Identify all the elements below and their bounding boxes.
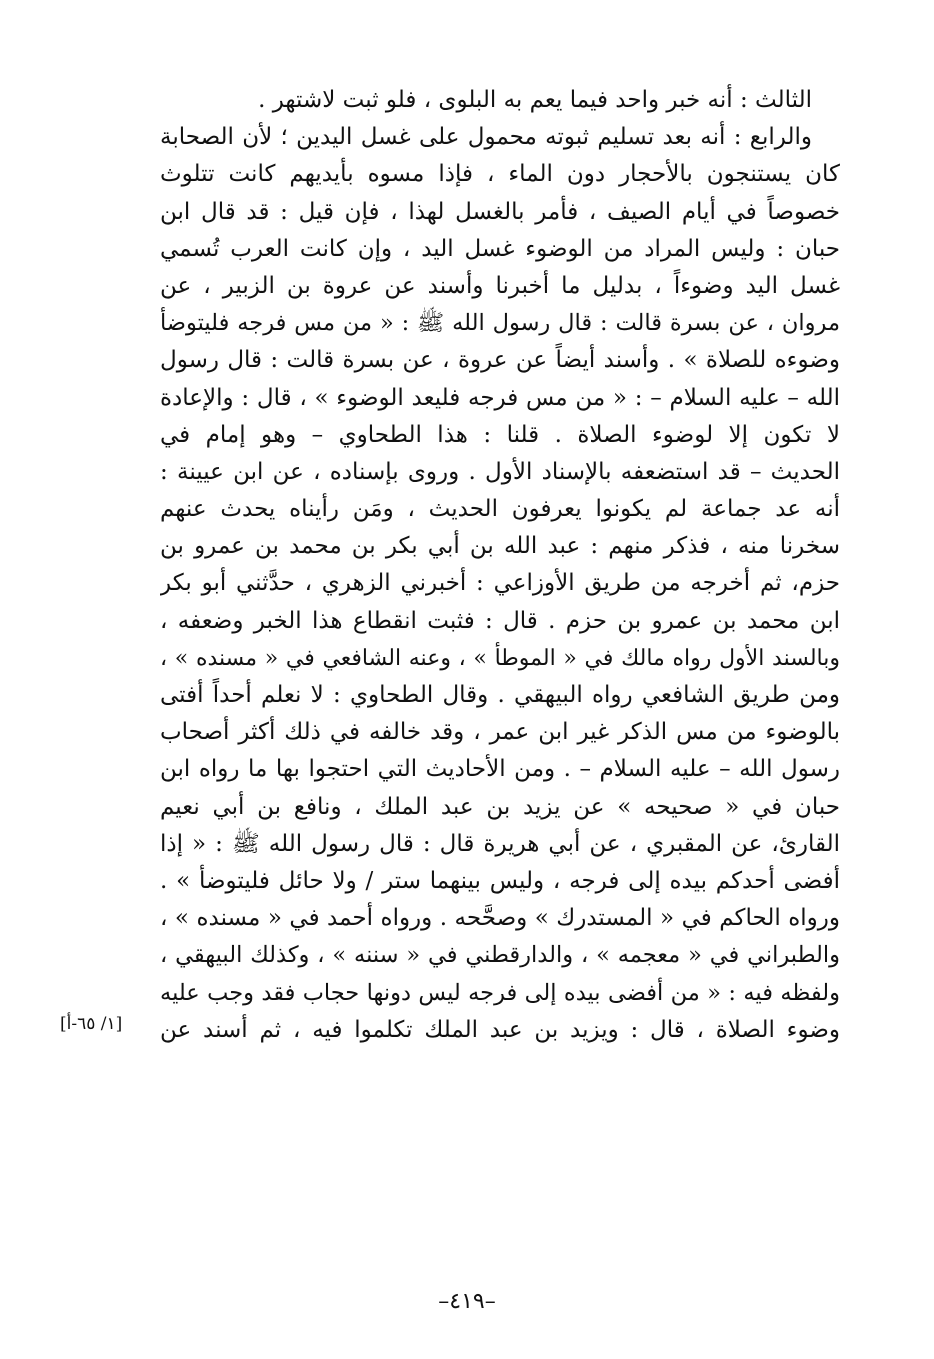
text-line: بالوضوء من مس الذكر غير ابن عمر ، وقد خالفه في ذلك أكثر أصحاب (160, 719, 840, 746)
text-line: ولفظه فيه : « من أفضى بيده إلى فرجه ليس دونها حجاب فقد وجب عليه (160, 979, 840, 1006)
text-line: غسل اليد وضوءاً ، بدليل ما أخبرنا وأسند عن عروة بن الزبير ، عن (160, 272, 840, 299)
text-line: حزم، ثم أخرجه من طريق الأوزاعي : أخبرني الزهري ، حدَّثني أبو بكر (160, 570, 840, 597)
text-line: وبالسند الأول رواه مالك في « الموطأ » ، وعنه الشافعي في « مسنده » ، (160, 645, 840, 671)
text-line: كان يستنجون بالأحجار دون الماء ، فإذا مسوه بأيديهم كانت تتلوث (160, 161, 840, 188)
text-line: خصوصاً في أيام الصيف ، فأمر بالغسل لهذا ، فإن قيل : قد قال ابن (160, 198, 840, 225)
text-line: لا تكون إلا لوضوء الصلاة . قلنا : هذا الطحاوي – وهو إمام في (160, 421, 840, 448)
text-line: ورواه الحاكم في « المستدرك » وصحَّحه . ورواه أحمد في « مسنده » ، (160, 905, 840, 932)
text-line: الحديث – قد استضعفه بالإسناد الأول . وروى بإسناده ، عن ابن عيينة : (160, 458, 840, 485)
manuscript-folio-reference: [١/ ٦٥-أ] (60, 1014, 123, 1034)
main-text (160, 82, 840, 1049)
text-line: الثالث : أنه خبر واحد فيما يعم به البلوى ، فلو ثبت لاشتهر . (258, 87, 812, 113)
text-line: أنه عد جماعة لم يكونوا يعرفون الحديث ، ومَن رأيناه يحدث عنهم (160, 496, 840, 523)
text-line: حبان في « صحيحه » عن يزيد بن عبد الملك ، ونافع بن أبي نعيم (160, 793, 840, 820)
text-line: مروان ، عن بسرة قالت : قال رسول الله ﷺ : « من مس فرجه فليتوضأ (160, 310, 840, 337)
text-line: وضوءه للصلاة » . وأسند أيضاً عن عروة ، عن بسرة قالت : قال رسول (160, 347, 840, 374)
page-number: –٤١٩– (438, 1289, 496, 1314)
text-line: أفضى أحدكم بيده إلى فرجه ، وليس بينهما ستر / ولا حائل فليتوضأ » . (160, 867, 840, 894)
text-line: حبان : وليس المراد من الوضوء غسل اليد ، وإن كانت العرب تُسمي (160, 235, 840, 262)
text-line: والطبراني في « معجمه » ، والدارقطني في « سننه » ، وكذلك البيهقي ، (160, 942, 840, 969)
text-line: والرابع : أنه بعد تسليم ثبوته محمول على غسل اليدين ؛ لأن الصحابة (160, 124, 812, 151)
text-line: الله – عليه السلام – : « من مس فرجه فليعد الوضوء » ، قال : والإعادة (160, 384, 840, 411)
text-line: ومن طريق الشافعي رواه البيهقي . وقال الطحاوي : لا نعلم أحداً أفتى (160, 682, 840, 708)
text-line: وضوء الصلاة ، قال : ويزيد بن عبد الملك تكلموا فيه ، ثم أسند عن (160, 1016, 840, 1043)
text-line: ابن محمد بن عمرو بن حزم . قال : فثبت انقطاع هذا الخبر وضعفه ، (160, 607, 840, 634)
text-line: القارئ، عن المقبري ، عن أبي هريرة قال : قال رسول الله ﷺ : « إذا (160, 830, 840, 857)
text-line: سخرنا منه ، فذكر منهم : عبد الله بن أبي بكر بن محمد بن عمرو بن (160, 533, 840, 560)
text-line: رسول الله – عليه السلام – . ومن الأحاديث التي احتجوا بها ما رواه ابن (160, 756, 840, 783)
